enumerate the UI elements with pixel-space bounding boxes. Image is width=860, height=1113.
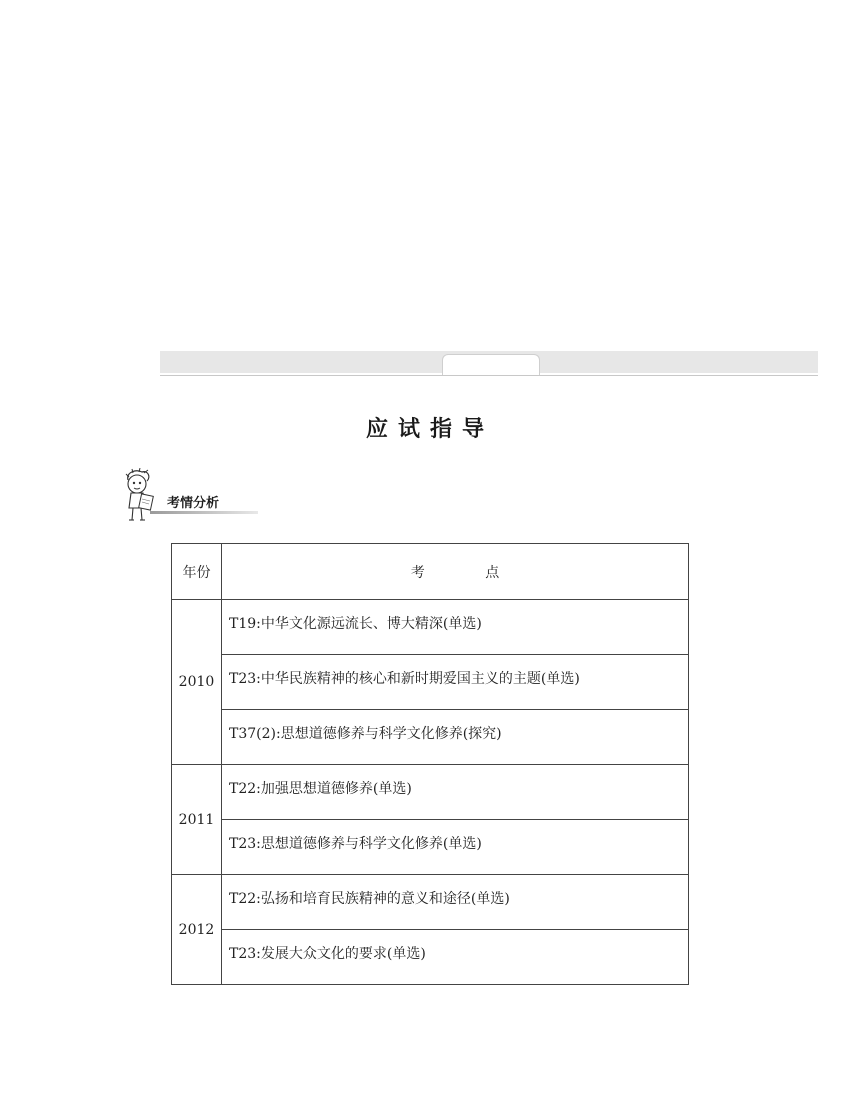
header-year: 年份 xyxy=(172,544,222,600)
subheading: 考情分析 xyxy=(167,496,220,511)
year-cell: 2011 xyxy=(172,765,222,875)
header-rule xyxy=(160,375,818,376)
topic-cell: T23:思想道德修养与科学文化修养(单选) xyxy=(222,820,689,875)
year-cell: 2010 xyxy=(172,600,222,765)
header-topic: 考 点 xyxy=(222,544,689,600)
table-row xyxy=(172,875,689,930)
table-row xyxy=(172,710,689,765)
table-row xyxy=(172,820,689,875)
topic-cell: T22:弘扬和培育民族精神的意义和途径(单选) xyxy=(222,875,689,930)
topic-cell: T22:加强思想道德修养(单选) xyxy=(222,765,689,820)
topic-cell: T19:中华文化源远流长、博大精深(单选) xyxy=(222,600,689,655)
topic-cell: T23:发展大众文化的要求(单选) xyxy=(222,930,689,985)
year-cell: 2012 xyxy=(172,875,222,985)
table-row xyxy=(172,600,689,655)
topic-cell: T23:中华民族精神的核心和新时期爱国主义的主题(单选) xyxy=(222,655,689,710)
table-row xyxy=(172,930,689,985)
table-header-row xyxy=(172,544,689,600)
section-title: 应试指导 xyxy=(365,417,494,442)
table-row xyxy=(172,765,689,820)
subheading-underline xyxy=(150,511,258,514)
header-tab xyxy=(442,354,540,375)
topic-cell: T37(2):思想道德修养与科学文化修养(探究) xyxy=(222,710,689,765)
exam-topics-table xyxy=(171,543,689,985)
table-row xyxy=(172,655,689,710)
